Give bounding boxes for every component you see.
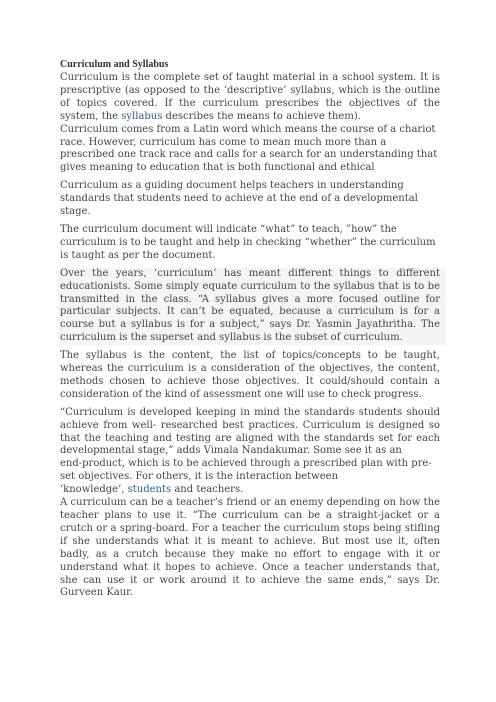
paragraph-8: A curriculum can be a teacher’s friend or an enemy depending on how the teacher plans to use it. “The curriculum can be a straight-jacket or a crutch or a spring-board. For a teacher the curriculum stops being stifling if she understands what it is meant to achieve. But most use it, often badly, as a crutch because they make no effort to engage with it or understand what it hopes to achieve. Once a teacher understands that, she can use it or work around it to achieve the same ends,” says Dr. Gurveen Kaur. xyxy=(60,497,440,599)
paragraph-2: Curriculum comes from a Latin word which means the course of a chariot race. However, curriculum has come to mean much more than a prescribed one track race and calls for a search for an understanding that gives meaning to education that is both functional and ethical xyxy=(60,123,438,174)
students-link[interactable]: students xyxy=(127,484,172,496)
paragraph-7c-text-b: and teachers. xyxy=(171,484,244,496)
paragraph-4: The curriculum document will indicate “what” to teach, ”how” the curriculum is to be taught and help in checking “whether” the curriculum is taught as per the document. xyxy=(60,223,436,261)
paragraph-6: The syllabus is the content, the list of topics/concepts to be taught, whereas the curriculum is a consideration of the objectives, the content, methods chosen to achieve those objectives. It could/should contain a consideration of the kind of assessment one will use to check progress. xyxy=(60,350,440,400)
paragraph-7c-text-a: ‘knowledge’, xyxy=(60,484,128,496)
paragraph-7a: “Curriculum is developed keeping in mind the standards students should achieve from well- researched best practices. Curriculum is designed so that the teaching and testing are aligned with the standards set for each developmental stage,” adds Vimala Nandakumar. Some see it as an xyxy=(60,406,440,457)
paragraph-1-text-a: Curriculum is the complete set of taught material in a school system. It is prescriptive (as opposed to the ‘descriptive’ syllabus, which is the outline of topics covered. If the curriculum prescribes the objectives of the system, the xyxy=(60,72,440,122)
document-page xyxy=(60,59,440,600)
paragraph-1 xyxy=(60,72,440,124)
paragraph-7b: end-product, which is to be achieved through a prescribed plan with pre-set objectives. For others, it is the interaction between xyxy=(60,458,432,483)
document-title: Curriculum and Syllabus xyxy=(60,59,169,70)
syllabus-link[interactable]: syllabus xyxy=(121,110,163,122)
paragraph-1-text-b: describes the means to achieve them). xyxy=(162,110,361,122)
paragraph-7c xyxy=(60,484,440,497)
paragraph-5: Over the years, ‘curriculum’ has meant different things to different educationists. Some simply equate curriculum to the syllabus that is to be transmitted in the class. “A syllabus gives a more focused outline for particular subjects. It can’t be equated, because a curriculum is for a course but a syllabus is for a subject,” says Dr. Yasmin Jayathritha. The curriculum is the superset and syllabus is the subset of curriculum. xyxy=(58,268,446,345)
paragraph-3: Curriculum as a guiding document helps teachers in understanding standards that students need to achieve at the end of a developmental stage. xyxy=(60,180,418,218)
